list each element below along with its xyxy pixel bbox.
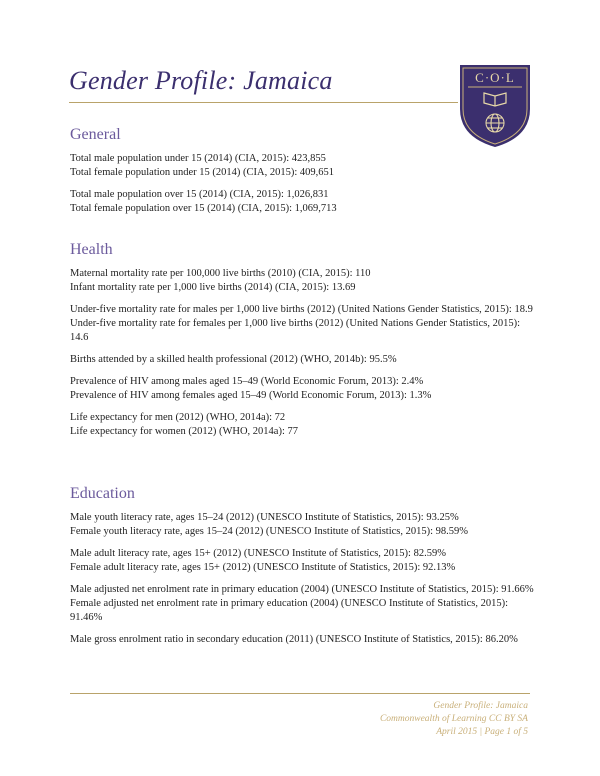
general-line: Total female population under 15 (2014) (CIA, 2015): 409,651 (70, 167, 335, 178)
general-line: Total male population under 15 (2014) (CIA, 2015): 423,855 (70, 153, 326, 164)
section-heading-education: Education (70, 485, 135, 502)
health-line: Under-five mortality rate for males per 1,000 live births (2012) (United Nations Gender Statistics, 2015): 18.9 (70, 304, 533, 315)
general-group-1 (70, 152, 540, 180)
health-line: Infant mortality rate per 1,000 live births (2014) (CIA, 2015): 13.69 (70, 282, 356, 293)
footer-divider (70, 693, 530, 694)
health-group-4 (70, 375, 540, 403)
health-group-5 (70, 411, 540, 439)
title-divider (69, 102, 458, 103)
health-group-3 (70, 353, 540, 367)
section-general (70, 126, 540, 224)
health-group-1 (70, 267, 540, 295)
education-line: Female adjusted net enrolment rate in primary education (2004) (UNESCO Institute of Statistics, 2015): 91.46% (70, 598, 508, 623)
health-line: Life expectancy for women (2012) (WHO, 2014a): 77 (70, 426, 299, 437)
health-line: Prevalence of HIV among males aged 15–49 (World Economic Forum, 2013): 2.4% (70, 376, 424, 387)
education-line: Female youth literacy rate, ages 15–24 (2012) (UNESCO Institute of Statistics, 2015): 98.59% (70, 526, 469, 537)
footer-page-number: April 2015 | Page 1 of 5 (436, 727, 528, 737)
section-heading-health: Health (70, 241, 113, 258)
page-footer (380, 700, 528, 739)
education-line: Male gross enrolment ratio in secondary education (2011) (UNESCO Institute of Statistics, 2015): 86.20% (70, 634, 518, 645)
general-line: Total female population over 15 (2014) (CIA, 2015): 1,069,713 (70, 203, 337, 214)
education-group-2 (70, 547, 540, 575)
page-title: Gender Profile: Jamaica (69, 66, 333, 95)
section-education (70, 485, 540, 655)
health-line: Maternal mortality rate per 100,000 live births (2010) (CIA, 2015): 110 (70, 268, 371, 279)
education-group-3 (70, 583, 540, 625)
footer-title: Gender Profile: Jamaica (433, 701, 528, 711)
health-line: Prevalence of HIV among females aged 15–49 (World Economic Forum, 2013): 1.3% (70, 390, 432, 401)
health-line: Under-five mortality rate for females per 1,000 live births (2012) (United Nations Gender Statistics, 2015): 14.6 (70, 318, 521, 343)
education-group-4 (70, 633, 540, 647)
general-group-2 (70, 188, 540, 216)
education-line: Male youth literacy rate, ages 15–24 (2012) (UNESCO Institute of Statistics, 2015): 93.25% (70, 512, 459, 523)
section-heading-general: General (70, 126, 121, 143)
section-health (70, 241, 540, 447)
general-line: Total male population over 15 (2014) (CIA, 2015): 1,026,831 (70, 189, 329, 200)
education-line: Male adjusted net enrolment rate in primary education (2004) (UNESCO Institute of Statistics, 2015): 91.66% (70, 584, 534, 595)
health-line: Life expectancy for men (2012) (WHO, 2014a): 72 (70, 412, 286, 423)
logo-text: C·O·L (475, 70, 515, 85)
education-line: Male adult literacy rate, ages 15+ (2012) (UNESCO Institute of Statistics, 2015): 82.59% (70, 548, 446, 559)
education-group-1 (70, 511, 540, 539)
health-line: Births attended by a skilled health professional (2012) (WHO, 2014b): 95.5% (70, 354, 397, 365)
education-line: Female adult literacy rate, ages 15+ (2012) (UNESCO Institute of Statistics, 2015): 92.13% (70, 562, 456, 573)
footer-license: Commonwealth of Learning CC BY SA (379, 714, 528, 724)
health-group-2 (70, 303, 540, 345)
